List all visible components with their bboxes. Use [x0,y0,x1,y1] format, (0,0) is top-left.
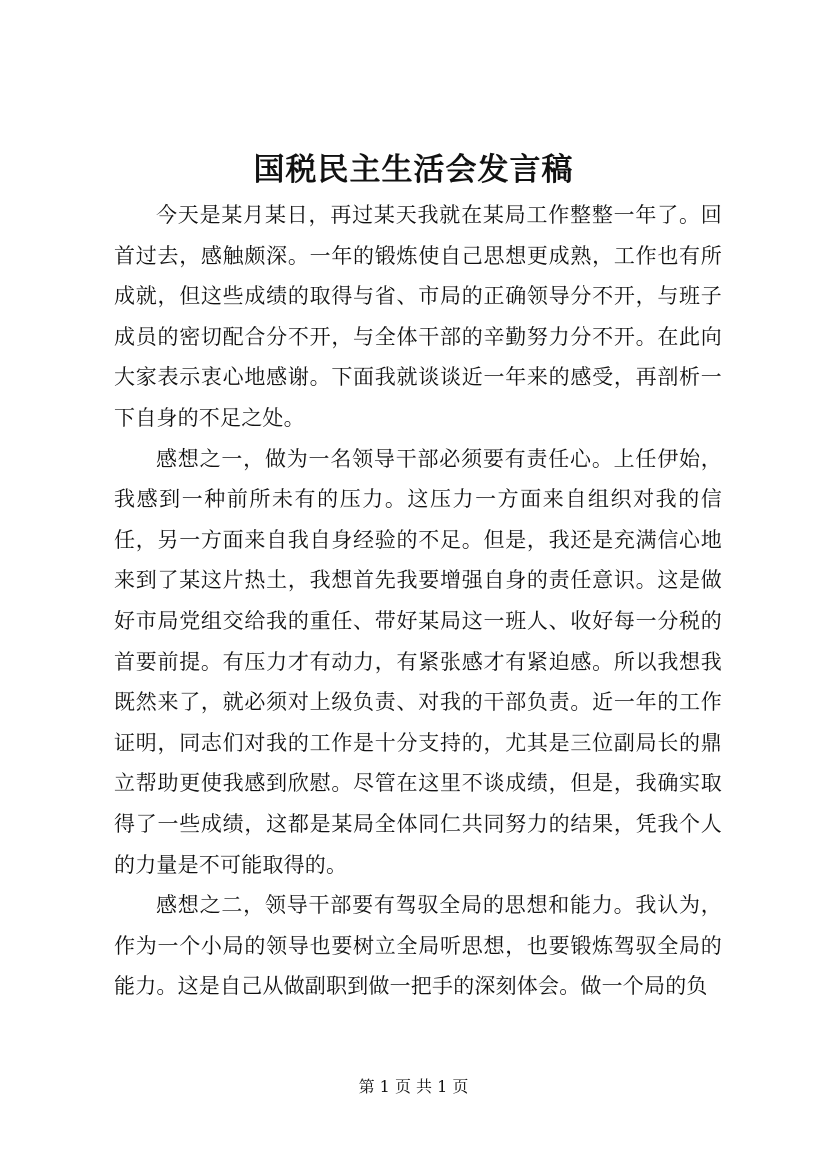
paragraph-2: 感想之一，做为一名领导干部必须要有责任心。上任伊始，我感到一种前所未有的压力。这压力一方面来自组织对我的信任，另一方面来自我自身经验的不足。但是，我还是充满信心地来到了某这片热土，我想首先我要增强自身的责任意识。这是做好市局党组交给我的重任、带好某局这一班人、收好每一分税的首要前提。有压力才有动力，有紧张感才有紧迫感。所以我想我既然来了，就必须对上级负责、对我的干部负责。近一年的工作证明，同志们对我的工作是十分支持的，尤其是三位副局长的鼎立帮助更使我感到欣慰。尽管在这里不谈成绩，但是，我确实取得了一些成绩，这都是某局全体同仁共同努力的结果，凭我个人的力量是不可能取得的。 [114,446,722,877]
page-footer: 第 1 页 共 1 页 [358,1077,469,1096]
document-title: 国税民主生活会发言稿 [253,152,574,188]
paragraph-3: 感想之二，领导干部要有驾驭全局的思想和能力。我认为，作为一个小局的领导也要树立全局听思想，也要锻炼驾驭全局的能力。这是自己从做副职到做一把手的深刻体会。做一个局的负 [114,893,722,999]
paragraph-1: 今天是某月某日，再过某天我就在某局工作整整一年了。回首过去，感触颇深。一年的锻炼使自己思想更成熟，工作也有所成就，但这些成绩的取得与省、市局的正确领导分不开，与班子成员的密切配合分不开，与全体干部的辛勤努力分不开。在此向大家表示衷心地感谢。下面我就谈谈近一年来的感受，再剖析一下自身的不足之处。 [114,203,722,430]
document-body [114,195,722,1007]
